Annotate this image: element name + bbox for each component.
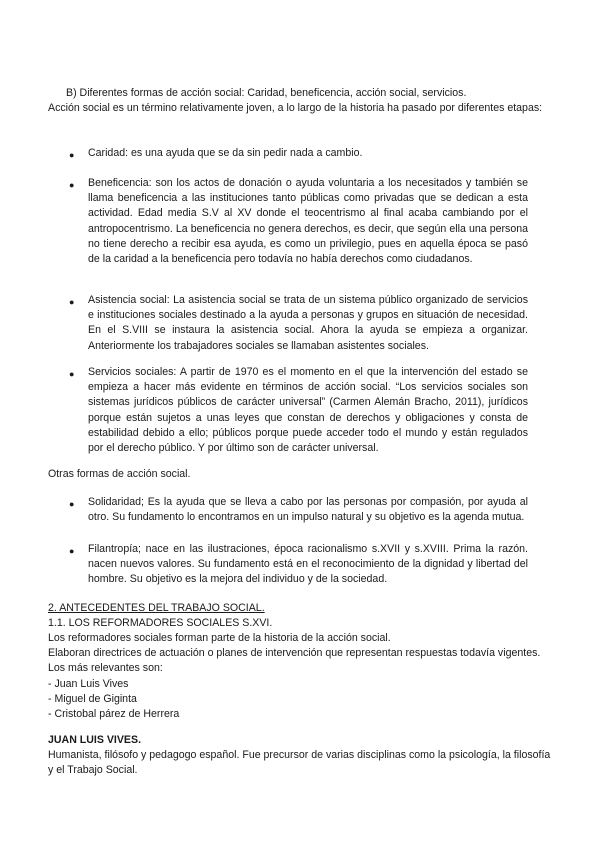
stage-servicios-sociales: Servicios sociales: A partir de 1970 es el momento en el que la intervención del estado se empieza a hacer más evidente en términos de acción social. “Los servicios sociales son sistemas jurídicos públicos de carácter universal” (Carmen Alemán Bracho, 2011), jurídicos porque están sujetos a unas leyes que constan de derechos y obligaciones y consta de estabilidad debido a ello; públicos porque puede acceder todo el mundo y están regulados por el derecho público. Y por último son de carácter universal. [88, 366, 528, 455]
section-b-heading: B) Diferentes formas de acción social: Caridad, beneficencia, acción social, servicios. [66, 87, 467, 99]
section-b-intro: Acción social es un término relativamente joven, a lo largo de la historia ha pasado por diferentes etapas: [48, 102, 543, 114]
other-forms-heading: Otras formas de acción social. [48, 468, 191, 480]
section-2-subheading: 1.1. LOS REFORMADORES SOCIALES S.XVI. [48, 617, 273, 629]
bullet-icon: ● [69, 297, 75, 307]
reformer-vives: - Juan Luis Vives [48, 678, 129, 690]
bullet-icon: ● [69, 180, 75, 190]
bullet-icon: ● [69, 546, 75, 556]
other-form-filantropia: Filantropía; nace en las ilustraciones, época racionalismo s.XVII y s.XVIII. Prima la razón. nacen nuevos valores. Su fundamento está en el reconocimiento de la dignidad y libertad del hombre. Su objetivo es la mejora del individuo y de la sociedad. [88, 543, 528, 586]
reformer-giginta: - Miguel de Giginta [48, 693, 137, 705]
bullet-icon: ● [69, 150, 75, 160]
vives-text: Humanista, filósofo y pedagogo español. Fue precursor de varias disciplinas como la psicología, la filosofía y el Trabajo Social. [48, 749, 551, 777]
stage-caridad: Caridad: es una ayuda que se da sin pedir nada a cambio. [88, 147, 363, 159]
section-2-para1: Los reformadores sociales forman parte de la historia de la acción social. [48, 632, 391, 644]
section-2-heading: 2. ANTECEDENTES DEL TRABAJO SOCIAL. [48, 602, 265, 614]
reformer-herrera: - Cristobal párez de Herrera [48, 708, 180, 720]
other-form-solidaridad: Solidaridad; Es la ayuda que se lleva a cabo por las personas por compasión, por ayuda al otro. Su fundamento lo encontramos en un impulso natural y su objetivo es la agenda mutua. [88, 496, 528, 524]
vives-heading: JUAN LUIS VIVES. [48, 734, 142, 746]
section-2-para2: Elaboran directrices de actuación o planes de intervención que representan respuestas todavía vigentes. Los más relevantes son: [48, 647, 541, 675]
stage-asistencia-social: Asistencia social: La asistencia social se trata de un sistema público organizado de servicios e instituciones sociales destinado a la ayuda a personas y grupos en situación de necesidad. En el S.VIII se instaura la asistencia social. Ahora la ayuda se empieza a organizar. Anteriormente los trabajadores sociales se llamaban asistentes sociales. [88, 294, 528, 352]
bullet-icon: ● [69, 369, 75, 379]
bullet-icon: ● [69, 499, 75, 509]
stage-beneficencia: Beneficencia: son los actos de donación o ayuda voluntaria a los necesitados y también se llama beneficencia a las instituciones tanto públicas como privadas que se dedican a esta actividad. Edad media S.V al XV donde el teocentrismo al final acaba cambiando por el antropocentrismo. La beneficencia no genera derechos, es decir, que según ella una persona no tiene derecho a recibir esa ayuda, es como un privilegio, pues en aquella época se pasó de la caridad a la beneficencia pero todavía no había derechos como ciudadanos. [88, 177, 528, 266]
